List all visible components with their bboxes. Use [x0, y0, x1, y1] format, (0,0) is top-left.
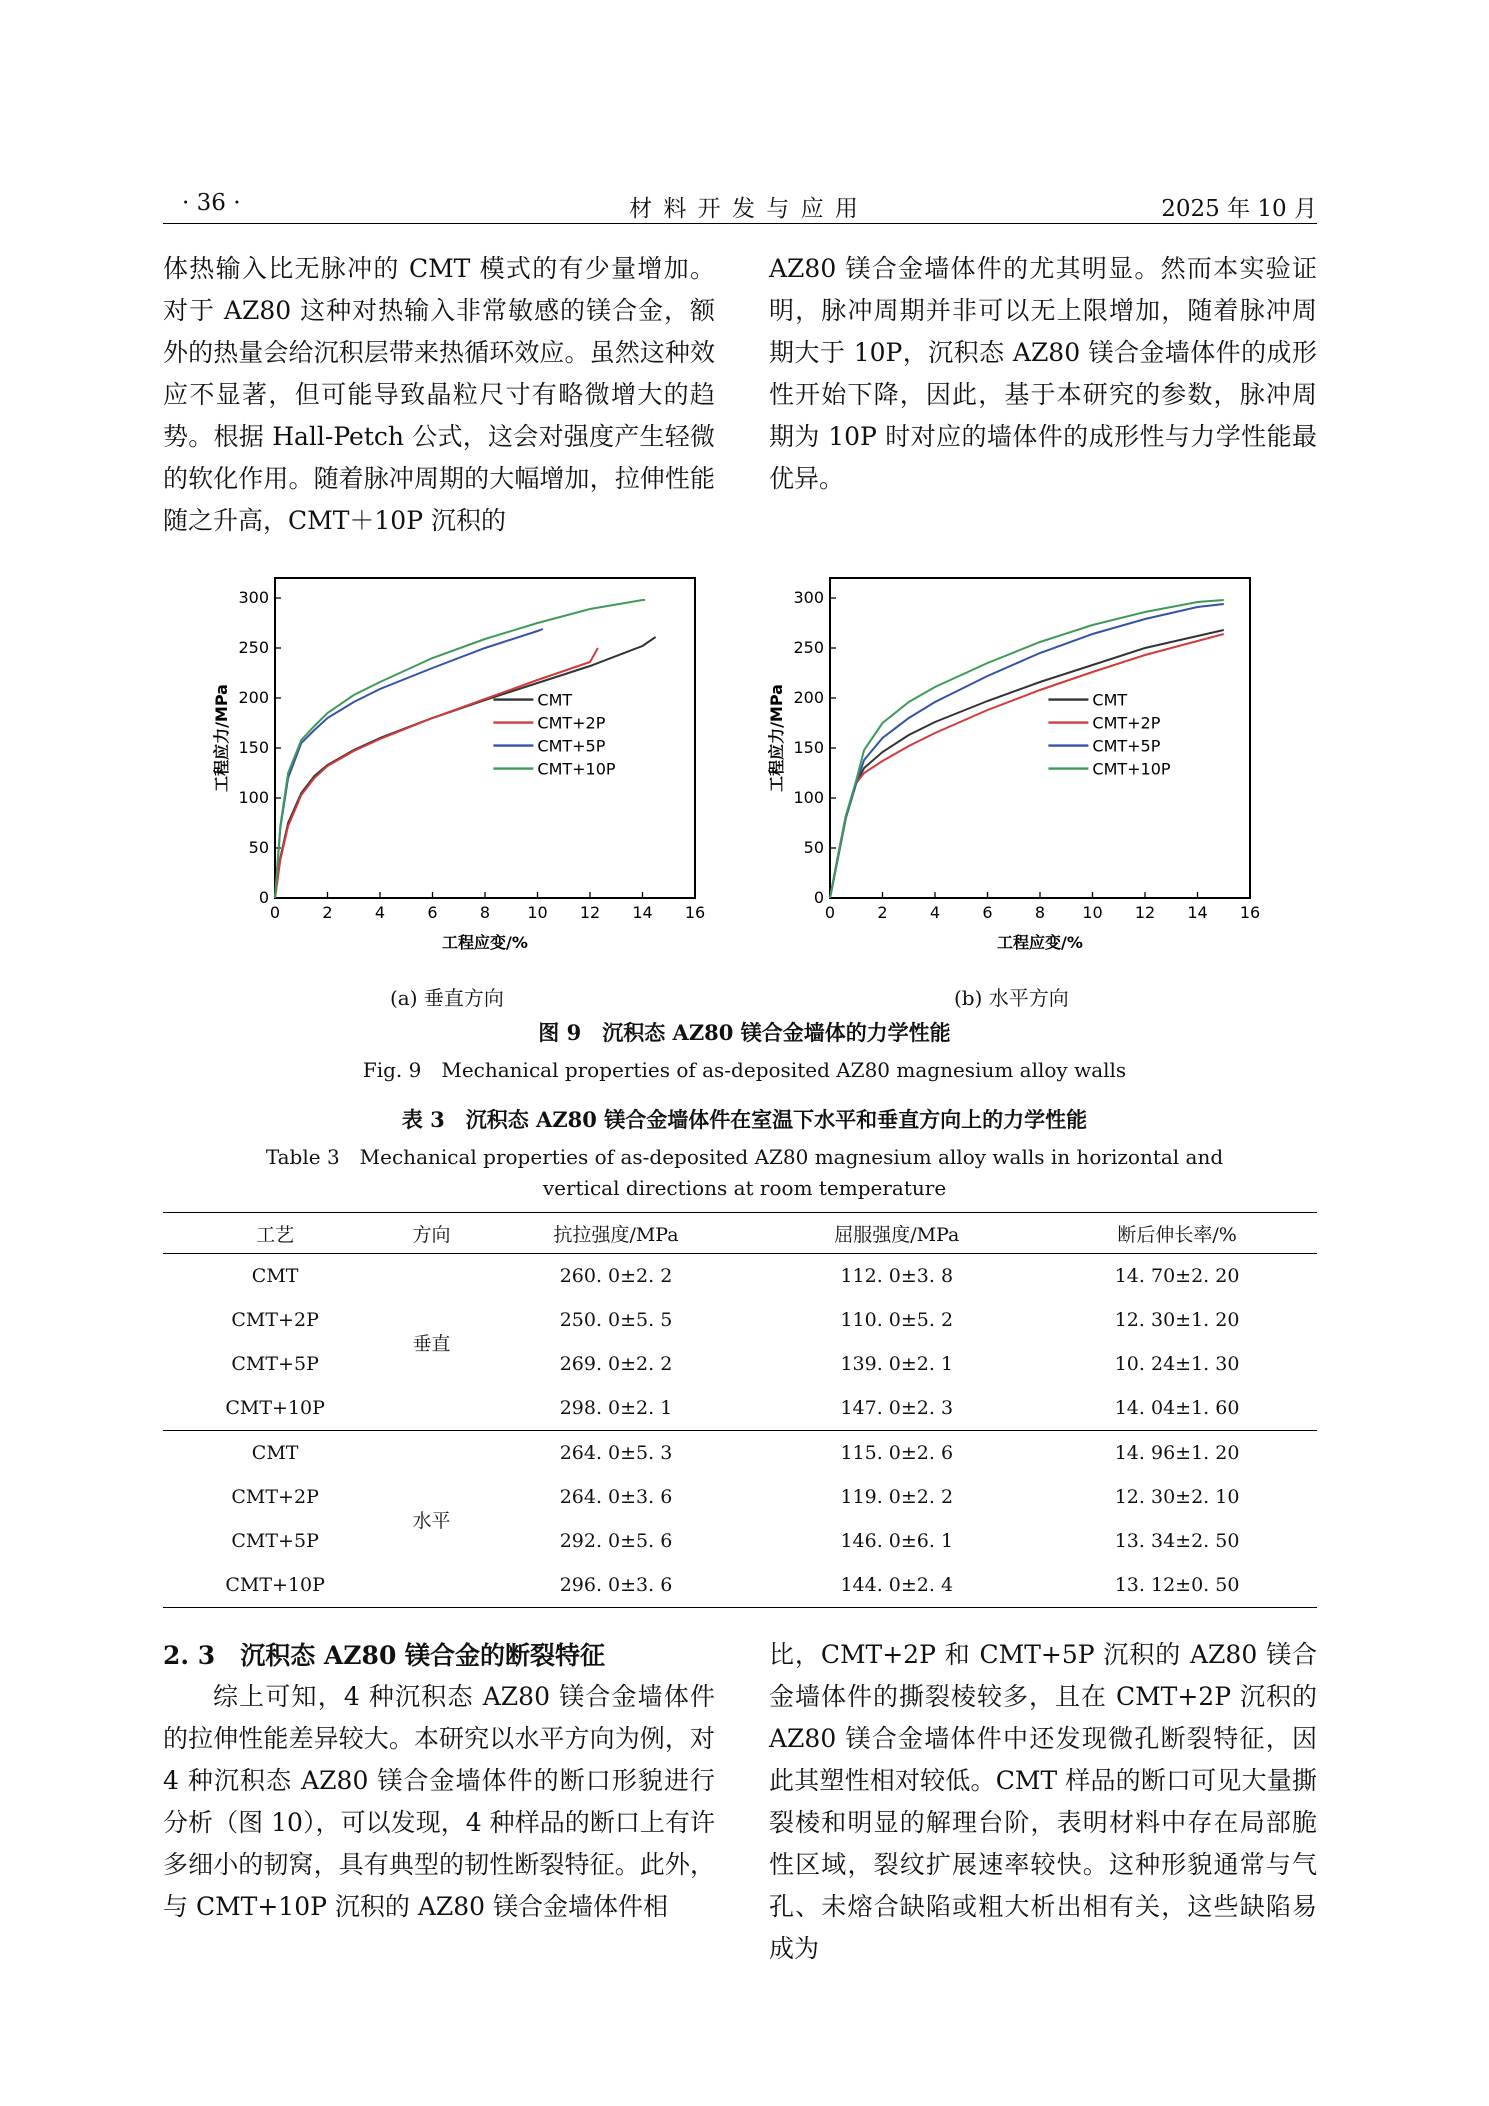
header-direction: 方向	[387, 1213, 475, 1254]
x-tick-label: 14	[1187, 903, 1208, 922]
x-tick-label: 6	[427, 903, 438, 922]
cell-direction: 水平	[387, 1431, 475, 1608]
x-tick-label: 2	[877, 903, 888, 922]
plot-frame	[275, 578, 695, 898]
legend-label: CMT+10P	[1092, 759, 1171, 779]
cell-tensile: 260. 0±2. 2	[559, 1265, 673, 1287]
table3-caption-en-2: vertical directions at room temperature	[542, 1176, 947, 1200]
x-tick-label: 12	[579, 903, 601, 922]
y-axis-label: 工程应力/MPa	[212, 684, 231, 792]
legend-label: CMT+5P	[1092, 736, 1161, 756]
top-left-paragraph: 体热输入比无脉冲的 CMT 模式的有少量增加。对于 AZ80 这种对热输入非常敏感的镁合金，额外的热量会给沉积层带来热循环效应。虽然这种效应不显著，但可能导致晶粒尺寸有略微增大的趋势。根据 Hall-Petch 公式，这会对强度产生轻微的软化作用。随着脉冲周期的大幅增加，拉伸性能随之升高，CMT＋10P 沉积的	[163, 254, 715, 535]
legend-label: CMT	[537, 690, 573, 710]
cell-yield: 110. 0±5. 2	[840, 1309, 954, 1331]
cell-process: CMT	[251, 1265, 299, 1287]
table-row	[163, 1475, 1317, 1519]
cell-elongation: 13. 34±2. 50	[1114, 1530, 1240, 1552]
table-row	[163, 1519, 1317, 1563]
top-right-column	[769, 248, 1317, 500]
cell-elongation: 12. 30±1. 20	[1114, 1309, 1240, 1331]
section-left-column	[163, 1676, 715, 1928]
issue-date: 2025 年 10 月	[1161, 196, 1317, 222]
figure9b-subcaption: (b) 水平方向	[954, 986, 1069, 1010]
header-rule	[163, 223, 1317, 224]
x-tick-label: 8	[1034, 903, 1046, 922]
cell-elongation: 10. 24±1. 30	[1114, 1353, 1240, 1375]
cell-direction: 垂直	[387, 1254, 475, 1431]
y-tick-label: 150	[793, 738, 824, 757]
table-row	[163, 1254, 1317, 1299]
table-row	[163, 1298, 1317, 1342]
x-tick-label: 10	[1082, 903, 1103, 922]
legend-label: CMT+2P	[537, 713, 606, 733]
cell-elongation: 14. 70±2. 20	[1114, 1265, 1240, 1287]
table-row	[163, 1342, 1317, 1386]
table3-caption-en-1: Table 3 Mechanical properties of as-deposited AZ80 magnesium alloy walls in horizontal and	[265, 1145, 1224, 1169]
y-tick-label: 150	[238, 738, 269, 757]
cell-process: CMT+2P	[231, 1486, 319, 1508]
legend-label: CMT+10P	[537, 759, 616, 779]
x-tick-label: 2	[322, 903, 333, 922]
legend-label: CMT	[1092, 690, 1128, 710]
y-tick-label: 100	[238, 788, 269, 807]
journal-title: 材 料 开 发 与 应 用	[629, 196, 860, 222]
y-tick-label: 50	[803, 838, 824, 857]
cell-yield: 112. 0±3. 8	[840, 1265, 954, 1287]
y-tick-label: 200	[238, 688, 269, 707]
x-tick-label: 0	[824, 903, 836, 922]
header-elongation: 断后伸长率/%	[1037, 1213, 1317, 1254]
legend-label: CMT+5P	[537, 736, 606, 756]
figure9a-chart	[205, 568, 725, 983]
cell-elongation: 13. 12±0. 50	[1037, 1563, 1317, 1608]
y-axis-label: 工程应力/MPa	[767, 684, 786, 792]
figure9-caption-en: Fig. 9 Mechanical properties of as-deposited AZ80 magnesium alloy walls	[362, 1058, 1127, 1082]
page-number: · 36 ·	[182, 190, 241, 216]
cell-tensile: 250. 0±5. 5	[559, 1309, 673, 1331]
x-tick-label: 0	[269, 903, 281, 922]
cell-yield: 115. 0±2. 6	[840, 1442, 954, 1464]
section-left-paragraph: 综上可知，4 种沉积态 AZ80 镁合金墙体件的拉伸性能差异较大。本研究以水平方向为例，对 4 种沉积态 AZ80 镁合金墙体件的断口形貌进行分析（图 10），可以发现，4 种样品的断口上有许多细小的韧窝，具有典型的韧性断裂特征。此外，与 CMT+10P 沉积的 AZ80 镁合金墙体件相	[163, 1682, 715, 1921]
y-tick-label: 250	[238, 638, 269, 657]
table-row	[163, 1386, 1317, 1431]
cell-process: CMT+2P	[231, 1309, 319, 1331]
x-axis-label: 工程应变/%	[997, 933, 1083, 952]
cell-tensile: 264. 0±5. 3	[559, 1442, 673, 1464]
cell-tensile: 269. 0±2. 2	[559, 1353, 673, 1375]
top-left-column	[163, 248, 715, 542]
cell-process: CMT+10P	[163, 1563, 387, 1608]
cell-elongation: 12. 30±2. 10	[1114, 1486, 1240, 1508]
y-tick-label: 300	[238, 588, 269, 607]
figure9b-chart	[760, 568, 1280, 983]
cell-yield: 146. 0±6. 1	[840, 1530, 954, 1552]
x-axis-label: 工程应变/%	[442, 933, 528, 952]
cell-tensile: 264. 0±3. 6	[559, 1486, 673, 1508]
y-tick-label: 200	[793, 688, 824, 707]
cell-yield: 119. 0±2. 2	[840, 1486, 954, 1508]
cell-yield: 144. 0±2. 4	[756, 1563, 1037, 1608]
cell-yield: 139. 0±2. 1	[840, 1353, 954, 1375]
x-tick-label: 6	[982, 903, 993, 922]
cell-elongation: 14. 96±1. 20	[1114, 1442, 1240, 1464]
table-row	[163, 1431, 1317, 1476]
legend-label: CMT+2P	[1092, 713, 1161, 733]
table3	[163, 1212, 1317, 1608]
header-process: 工艺	[163, 1213, 387, 1254]
y-tick-label: 100	[793, 788, 824, 807]
x-tick-label: 16	[684, 903, 706, 922]
y-tick-label: 0	[258, 888, 269, 907]
top-right-paragraph: AZ80 镁合金墙体件的尤其明显。然而本实验证明，脉冲周期并非可以无上限增加，随着脉冲周期大于 10P，沉积态 AZ80 镁合金墙体件的成形性开始下降，因此，基于本研究的参数，脉冲周期为 10P 时对应的墙体件的成形性与力学性能最优异。	[769, 254, 1317, 493]
x-tick-label: 4	[374, 903, 386, 922]
header-tensile: 抗拉强度/MPa	[476, 1213, 757, 1254]
table-header-row	[163, 1213, 1317, 1254]
y-tick-label: 250	[793, 638, 824, 657]
cell-tensile: 292. 0±5. 6	[559, 1530, 673, 1552]
table3-caption-cn: 表 3 沉积态 AZ80 镁合金墙体件在室温下水平和垂直方向上的力学性能	[401, 1107, 1088, 1132]
cell-process: CMT+10P	[163, 1386, 387, 1431]
plot-frame	[830, 578, 1250, 898]
cell-yield: 147. 0±2. 3	[756, 1386, 1037, 1431]
cell-elongation: 14. 04±1. 60	[1037, 1386, 1317, 1431]
table-row	[163, 1563, 1317, 1608]
section-right-column	[769, 1634, 1317, 1970]
x-tick-label: 8	[479, 903, 491, 922]
figure9a-subcaption: (a) 垂直方向	[390, 986, 504, 1010]
section-right-paragraph: 比，CMT+2P 和 CMT+5P 沉积的 AZ80 镁合金墙体件的撕裂棱较多，且在 CMT+2P 沉积的 AZ80 镁合金墙体件中还发现微孔断裂特征，因此其塑性相对较低。CMT 样品的断口可见大量撕裂棱和明显的解理台阶，表明材料中存在局部脆性区域，裂纹扩展速率较快。这种形貌通常与气孔、未熔合缺陷或粗大析出相有关，这些缺陷易成为	[769, 1640, 1317, 1963]
x-tick-label: 16	[1239, 903, 1261, 922]
cell-process: CMT	[251, 1442, 299, 1464]
cell-tensile: 298. 0±2. 1	[476, 1386, 757, 1431]
cell-tensile: 296. 0±3. 6	[476, 1563, 757, 1608]
figure9-caption-cn: 图 9 沉积态 AZ80 镁合金墙体的力学性能	[538, 1020, 951, 1045]
header-yield: 屈服强度/MPa	[756, 1213, 1037, 1254]
y-tick-label: 0	[813, 888, 824, 907]
cell-process: CMT+5P	[231, 1530, 319, 1552]
x-tick-label: 14	[632, 903, 653, 922]
y-tick-label: 50	[248, 838, 269, 857]
section-heading: 2. 3 沉积态 AZ80 镁合金的断裂特征	[163, 1641, 606, 1670]
series-line-cmt-plus-10p	[830, 600, 1224, 898]
x-tick-label: 4	[929, 903, 941, 922]
x-tick-label: 10	[527, 903, 548, 922]
x-tick-label: 12	[1134, 903, 1156, 922]
y-tick-label: 300	[793, 588, 824, 607]
cell-process: CMT+5P	[231, 1353, 319, 1375]
